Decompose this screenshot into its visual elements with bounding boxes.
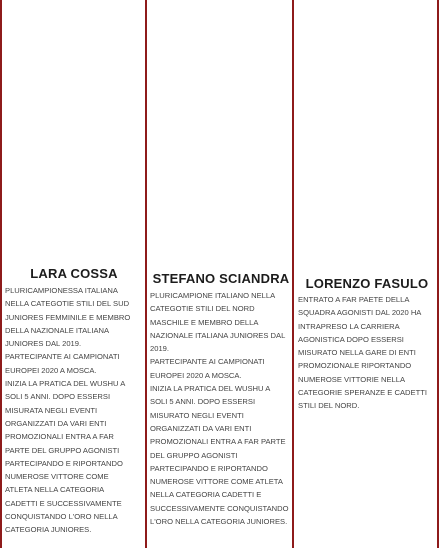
athlete-bio: PLURICAMPIONE ITALIANO NELLA CATEGOTIE STILI DEL NORD MASCHILE E MEMBRO DELLA NAZIONALE ITALIANA JUNIORES DAL 2019. PARTECIPANTE AI CAMPIONATI EUROPEI 2020 A MOSCA. INIZIA LA PRATICA DEL WUSHU A SOLI 5 ANNI. DOPO ESSERSI MISURATO NEGLI EVENTI ORGANIZZATI DA VARI ENTI PROMOZIONALI ENTRA A FAR PARTE DEL GRUPPO AGONISTI PARTECIPANDO E RIPORTANDO NUMEROSE VITTORE COME ATLETA NELLA CATEGORIA CADETTI E SUCCESSIVAMENTE CONQUISTANDO L'ORO NELLA CATEGORIA JUNIORES. xyxy=(150,291,289,527)
athlete-card xyxy=(298,276,436,413)
athlete-card xyxy=(5,266,143,537)
column-divider xyxy=(145,0,147,548)
athlete-name: LORENZO FASULO xyxy=(305,276,429,291)
athlete-bio: PLURICAMPIONESSA ITALIANA NELLA CATEGOTIE STILI DEL SUD JUNIORES FEMMINILE E MEMBRO DELLA NAZIONALE ITALIANA JUNIORES DAL 2019. PARTECIPANTE AI CAMPIONATI EUROPEI 2020 A MOSCA. INIZIA LA PRATICA DEL WUSHU A SOLI 5 ANNI. DOPO ESSERSI MISURATA NEGLI EVENTI ORGANIZZATI DA VARI ENTI PROMOZIONALI ENTRA A FAR PARTE DEL GRUPPO AGONISTI PARTECIPANDO E RIPORTANDO NUMEROSE VITTORE COME ATLETA NELLA CATEGORIA CADETTI E SUCCESSIVAMENTE CONQUISTANDO L'ORO NELLA CATEGORIA JUNIORES. xyxy=(5,286,131,535)
athlete-name: STEFANO SCIANDRA xyxy=(152,271,290,286)
athlete-card xyxy=(150,271,292,528)
athlete-bio: ENTRATO A FAR PAETE DELLA SQUADRA AGONISTI DAL 2020 HA INTRAPRESO LA CARRIERA AGONISTICA DOPO ESSERSI MISURATO NELLA GARE DI ENTI PROMOZIONALE RIPORTANDO NUMEROSE VITTORIE NELLA CATEGORIE SPERANZE E CADETTI STILI DEL NORD. xyxy=(298,295,427,411)
column-divider xyxy=(0,0,2,548)
athlete-name: LARA COSSA xyxy=(30,266,118,281)
column-divider xyxy=(437,0,439,548)
column-divider xyxy=(292,0,294,548)
